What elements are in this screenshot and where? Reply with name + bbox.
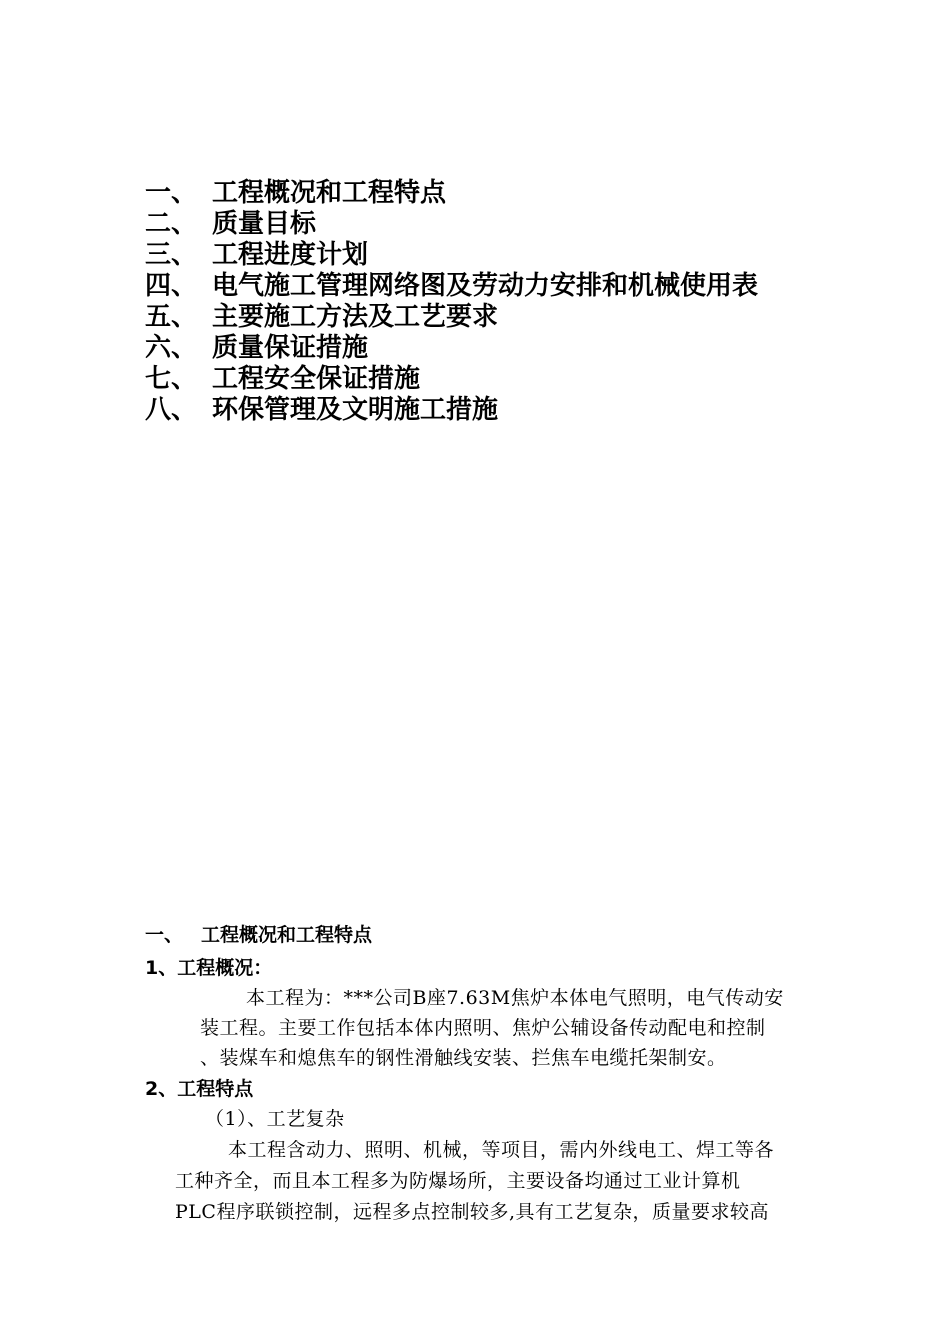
toc-number: 一、	[145, 178, 198, 208]
toc-item	[145, 395, 905, 426]
feature-line: 工种齐全，而且本工程多为防爆场所，主要设备均通过工业计算机	[175, 1170, 741, 1192]
toc-item	[145, 271, 905, 302]
toc-item	[145, 364, 905, 395]
toc-item	[145, 302, 905, 333]
toc-number: 二、	[145, 209, 198, 239]
features-heading: 2、工程特点	[145, 1078, 254, 1100]
toc-text: 质量目标	[212, 209, 317, 239]
toc-text: 环保管理及文明施工措施	[212, 395, 499, 425]
toc-number: 五、	[145, 302, 198, 332]
overview-line: 本工程为：***公司B座7.63M焦炉本体电气照明，电气传动安	[246, 987, 784, 1009]
toc-number: 八、	[145, 395, 198, 425]
toc-text: 质量保证措施	[212, 333, 369, 363]
section-title	[145, 922, 372, 948]
toc-number: 四、	[145, 271, 198, 301]
toc-text: 主要施工方法及工艺要求	[212, 302, 499, 332]
toc-text: 电气施工管理网络图及劳动力安排和机械使用表	[212, 271, 759, 301]
overview-line: 装工程。主要工作包括本体内照明、焦炉公辅设备传动配电和控制	[200, 1017, 766, 1039]
feature-title: （1）、工艺复杂	[205, 1108, 345, 1130]
toc-item	[145, 209, 905, 240]
toc-text: 工程概况和工程特点	[212, 178, 447, 208]
table-of-contents	[145, 178, 905, 426]
toc-number: 七、	[145, 364, 198, 394]
toc-number: 三、	[145, 240, 198, 270]
section-number: 一、	[145, 924, 184, 946]
overview-heading: 1、工程概况：	[145, 957, 273, 979]
feature-line: 本工程含动力、照明、机械，等项目，需内外线电工、焊工等各	[228, 1139, 775, 1161]
toc-text: 工程进度计划	[212, 240, 369, 270]
toc-item	[145, 240, 905, 271]
toc-text: 工程安全保证措施	[212, 364, 421, 394]
overview-line: 、装煤车和熄焦车的钢性滑触线安装、拦焦车电缆托架制安。	[200, 1047, 727, 1069]
section-title-text: 工程概况和工程特点	[201, 924, 373, 946]
toc-item	[145, 333, 905, 364]
toc-number: 六、	[145, 333, 198, 363]
toc-item	[145, 178, 905, 209]
feature-line: PLC程序联锁控制，远程多点控制较多,具有工艺复杂，质量要求较高	[175, 1201, 769, 1223]
